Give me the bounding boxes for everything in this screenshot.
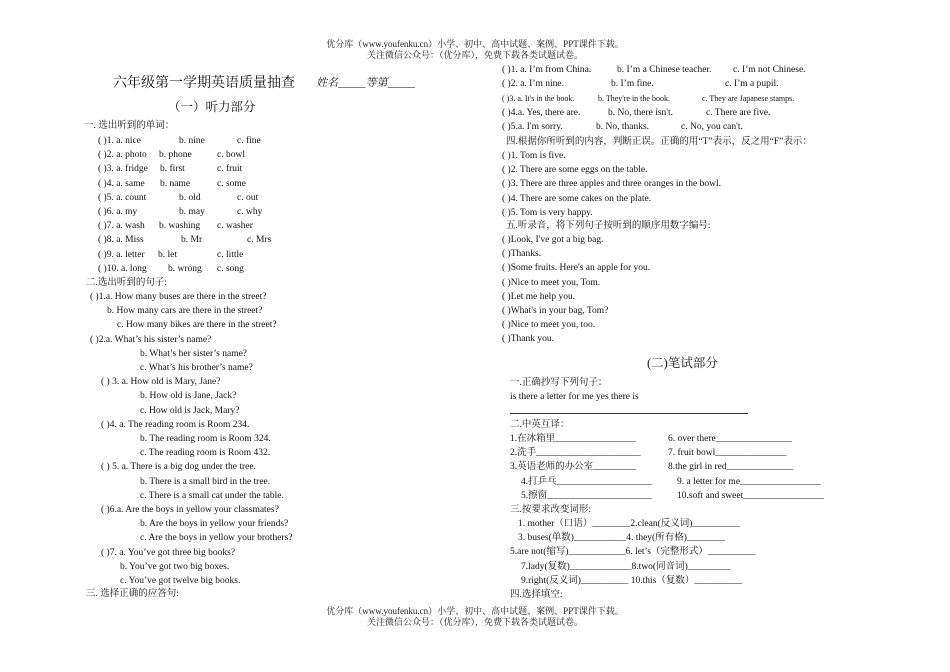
option-b: b. Mr [181,235,203,246]
option-c: c. song [217,263,244,274]
w3-title: 三.按要求改变词形: [510,505,592,515]
option-b: b. No, there isn't. [608,108,674,118]
question-item: ( )5.a. I'm sorry. [502,122,563,132]
question-item: ( )Nice to meet you, Tom. [502,277,601,288]
option-b: b. I’m fine. [611,79,654,89]
option-c: c. washer [217,221,253,232]
option-c: c. bowl [217,150,245,161]
option-b: b. nine [179,136,205,146]
option-line: b. How old is Jane, Jack? [140,391,237,402]
option-line: b. The reading room is Room 324. [140,434,271,444]
option-c: c. fruit [217,164,243,175]
option-c: c. I’m not Chinese. [733,65,806,75]
question-item: ( )5. a. count [98,192,147,203]
question-item: ( )6.a. Are the boys in yellow your classmates? [101,505,279,515]
s4-title: 四.根据你所听到的内容，判断正误。正确的用“T”表示，反之用“F”表示： [506,137,812,147]
option-b: b. old [179,192,201,203]
option-b: b. washing [159,221,201,232]
s5-title: 五.听录音，将下列句子按听到的顺序用数字编号: [506,221,711,231]
s3-title: 三. 选择正确的应答句: [86,589,179,599]
question-item: ( )Some fruits. Here's an apple for you. [502,263,651,274]
wordform-item: 1. mother（口语）________2.clean(反义词)__________ [518,519,740,529]
option-line: c. How many bikes are there in the street? [117,320,277,331]
question-item: ( )8. a. Miss [98,235,144,246]
option-c: c. They are Japanese stamps. [702,94,795,103]
option-c: c. out [237,192,259,203]
option-c: c. There are five. [706,108,771,118]
page-footer-line1: 优分库（www.youfenku.cn）小学、初中、高中试题、案例、PPT课件下载。 [326,606,624,616]
question-item: ( )1. a. I’m from China. [502,65,592,75]
option-line: c. You’ve got twelve big books. [120,576,241,586]
translation-item: 6. over there________________ [668,434,792,444]
question-item: ( )6. a. my [98,207,138,217]
question-item: ( )Thank you. [502,334,554,345]
w4-title: 四.选择填空: [510,590,563,600]
option-line: b. You’ve got two big boxes. [120,561,230,572]
question-item: ( )4.a. Yes, there are. [502,108,581,118]
option-b: b. may [179,207,205,217]
question-item: ( )3. a. It's in the book. [502,94,575,103]
question-item: ( )7. a. wash [98,221,145,232]
w1-text: is there a letter for me yes there is [510,392,639,402]
page-header-line1: 优分库（www.youfenku.cn）小学、初中、高中试题、案例、PPT课件下载。 [326,39,624,49]
wordform-item: 9.right(反义词)__________ 10.this（复数）__________ [521,575,742,586]
question-item: ( )2. There are some eggs on the table. [502,165,648,176]
option-line: c. Are the boys in yellow your brothers? [140,533,293,544]
option-b: b. name [160,178,191,189]
question-item: ( )1. a. nice [98,136,141,146]
question-item: ( )2.a. What’s his sister’s name? [90,334,212,345]
option-line: b. There is a small bird in the tree. [140,476,271,487]
question-item: ( )4. a. The reading room is Room 234. [101,419,250,430]
translation-item: 7. fruit bowl_______________ [668,448,787,459]
question-item: ( )1.a. How many buses are there in the street? [90,292,267,302]
translation-item: 2.洗手______________________ [510,448,641,459]
option-line: b. What’s her sister’s name? [140,348,248,359]
translation-item: 10.soft and sweet_________________ [677,490,824,501]
question-item: ( )4. a. same [98,178,145,189]
translation-item: 9. a letter for me_________________ [677,476,821,487]
option-c: c. Mrs [247,235,272,246]
page-header-line2: 关注微信公众号：（优分库），免费下载各类试题试卷。 [366,50,583,60]
question-item: ( )Nice to meet you, too. [502,320,596,331]
question-item: ( )What's in your bag, Tom? [502,306,609,316]
name-grade-field: 姓名_____等第_____ [316,77,415,89]
question-item: ( ) 3. a. How old is Mary, Jane? [101,377,221,388]
question-item: ( )3. a. fridge [98,164,148,175]
question-item: ( )4. There are some cakes on the plate. [502,193,652,204]
option-b: b. wrong [168,263,202,274]
translation-item: 3.英语老师的办公室_________ [510,462,636,473]
question-item: ( )1. Tom is five. [502,151,566,161]
translation-item: 8.the girl in red______________ [668,462,794,473]
question-item: ( ) 5. a. There is a big dog under the tree. [101,462,256,473]
question-item: ( )Look, I've got a big bag. [502,235,604,245]
option-b: b. phone [159,150,192,161]
option-line: c. How old is Jack, Mary? [140,405,240,416]
option-c: c. why [237,207,263,217]
option-b: b. I’m a Chinese teacher. [617,65,712,75]
question-item: ( )9. a. letter [98,249,145,260]
translation-item: 5.擦窗______________________ [521,490,652,501]
question-item: ( )3. There are three apples and three oranges in the bowl. [502,179,722,190]
page-footer-line2: 关注微信公众号：（优分库），免费下载各类试题试卷。 [366,617,583,627]
option-line: c. There is a small cat under the table. [140,490,284,501]
question-item: ( )2. a. I’m nine. [502,79,564,89]
question-item: ( )Thanks. [502,249,542,260]
translation-item: 1.在冰箱里_________________ [510,434,636,444]
option-c: c. little [217,249,244,260]
wordform-item: 3. buses(单数)___________4. they(所有格)________ [518,533,725,544]
exam-title: 六年级第一学期英语质量抽查 [113,76,295,91]
question-item: ( )Let me help you. [502,291,576,302]
option-line: b. Are the boys in yellow your friends? [140,519,289,530]
option-line: c. What’s his brother’s name? [140,363,253,373]
option-c: c. I’m a pupil. [725,79,779,89]
option-line: b. How many cars are there in the street? [107,306,263,317]
s2-title: 二.选出听到的句子: [86,278,168,288]
option-line: c. The reading room is Room 432. [140,448,271,459]
wordform-item: 7.lady(复数)_____________8.two(同音词)_________ [521,561,731,572]
question-item: ( )10. a. long [98,263,147,274]
option-c: c. some [217,178,247,189]
question-item: ( )5. Tom is very happy. [502,207,593,218]
part1-title: （一）听力部分 [168,100,256,114]
w1-answer-line[interactable] [510,413,748,414]
part2-title: (二)笔试部分 [647,356,718,370]
option-b: b. No, thanks. [596,122,650,132]
translation-item: 4.打乒乓____________________ [521,476,652,487]
question-item: ( )7. a. You’ve got three big books? [101,547,236,558]
option-b: b. first [160,164,185,175]
option-b: b. They're in the book. [598,94,670,103]
s1-title: 一. 选出听到的单词： [84,121,175,131]
w1-title: 一.正确抄写下列句子： [510,378,608,388]
option-c: c. No, you can't. [681,122,743,132]
wordform-item: 5.are not(缩写)____________6. let’s（完整形式）__________ [510,547,756,558]
option-b: b. let [158,249,177,260]
option-c: c. fine [237,136,261,146]
question-item: ( )2. a. photo [98,150,147,161]
w2-title: 二.中英互译： [510,420,570,430]
